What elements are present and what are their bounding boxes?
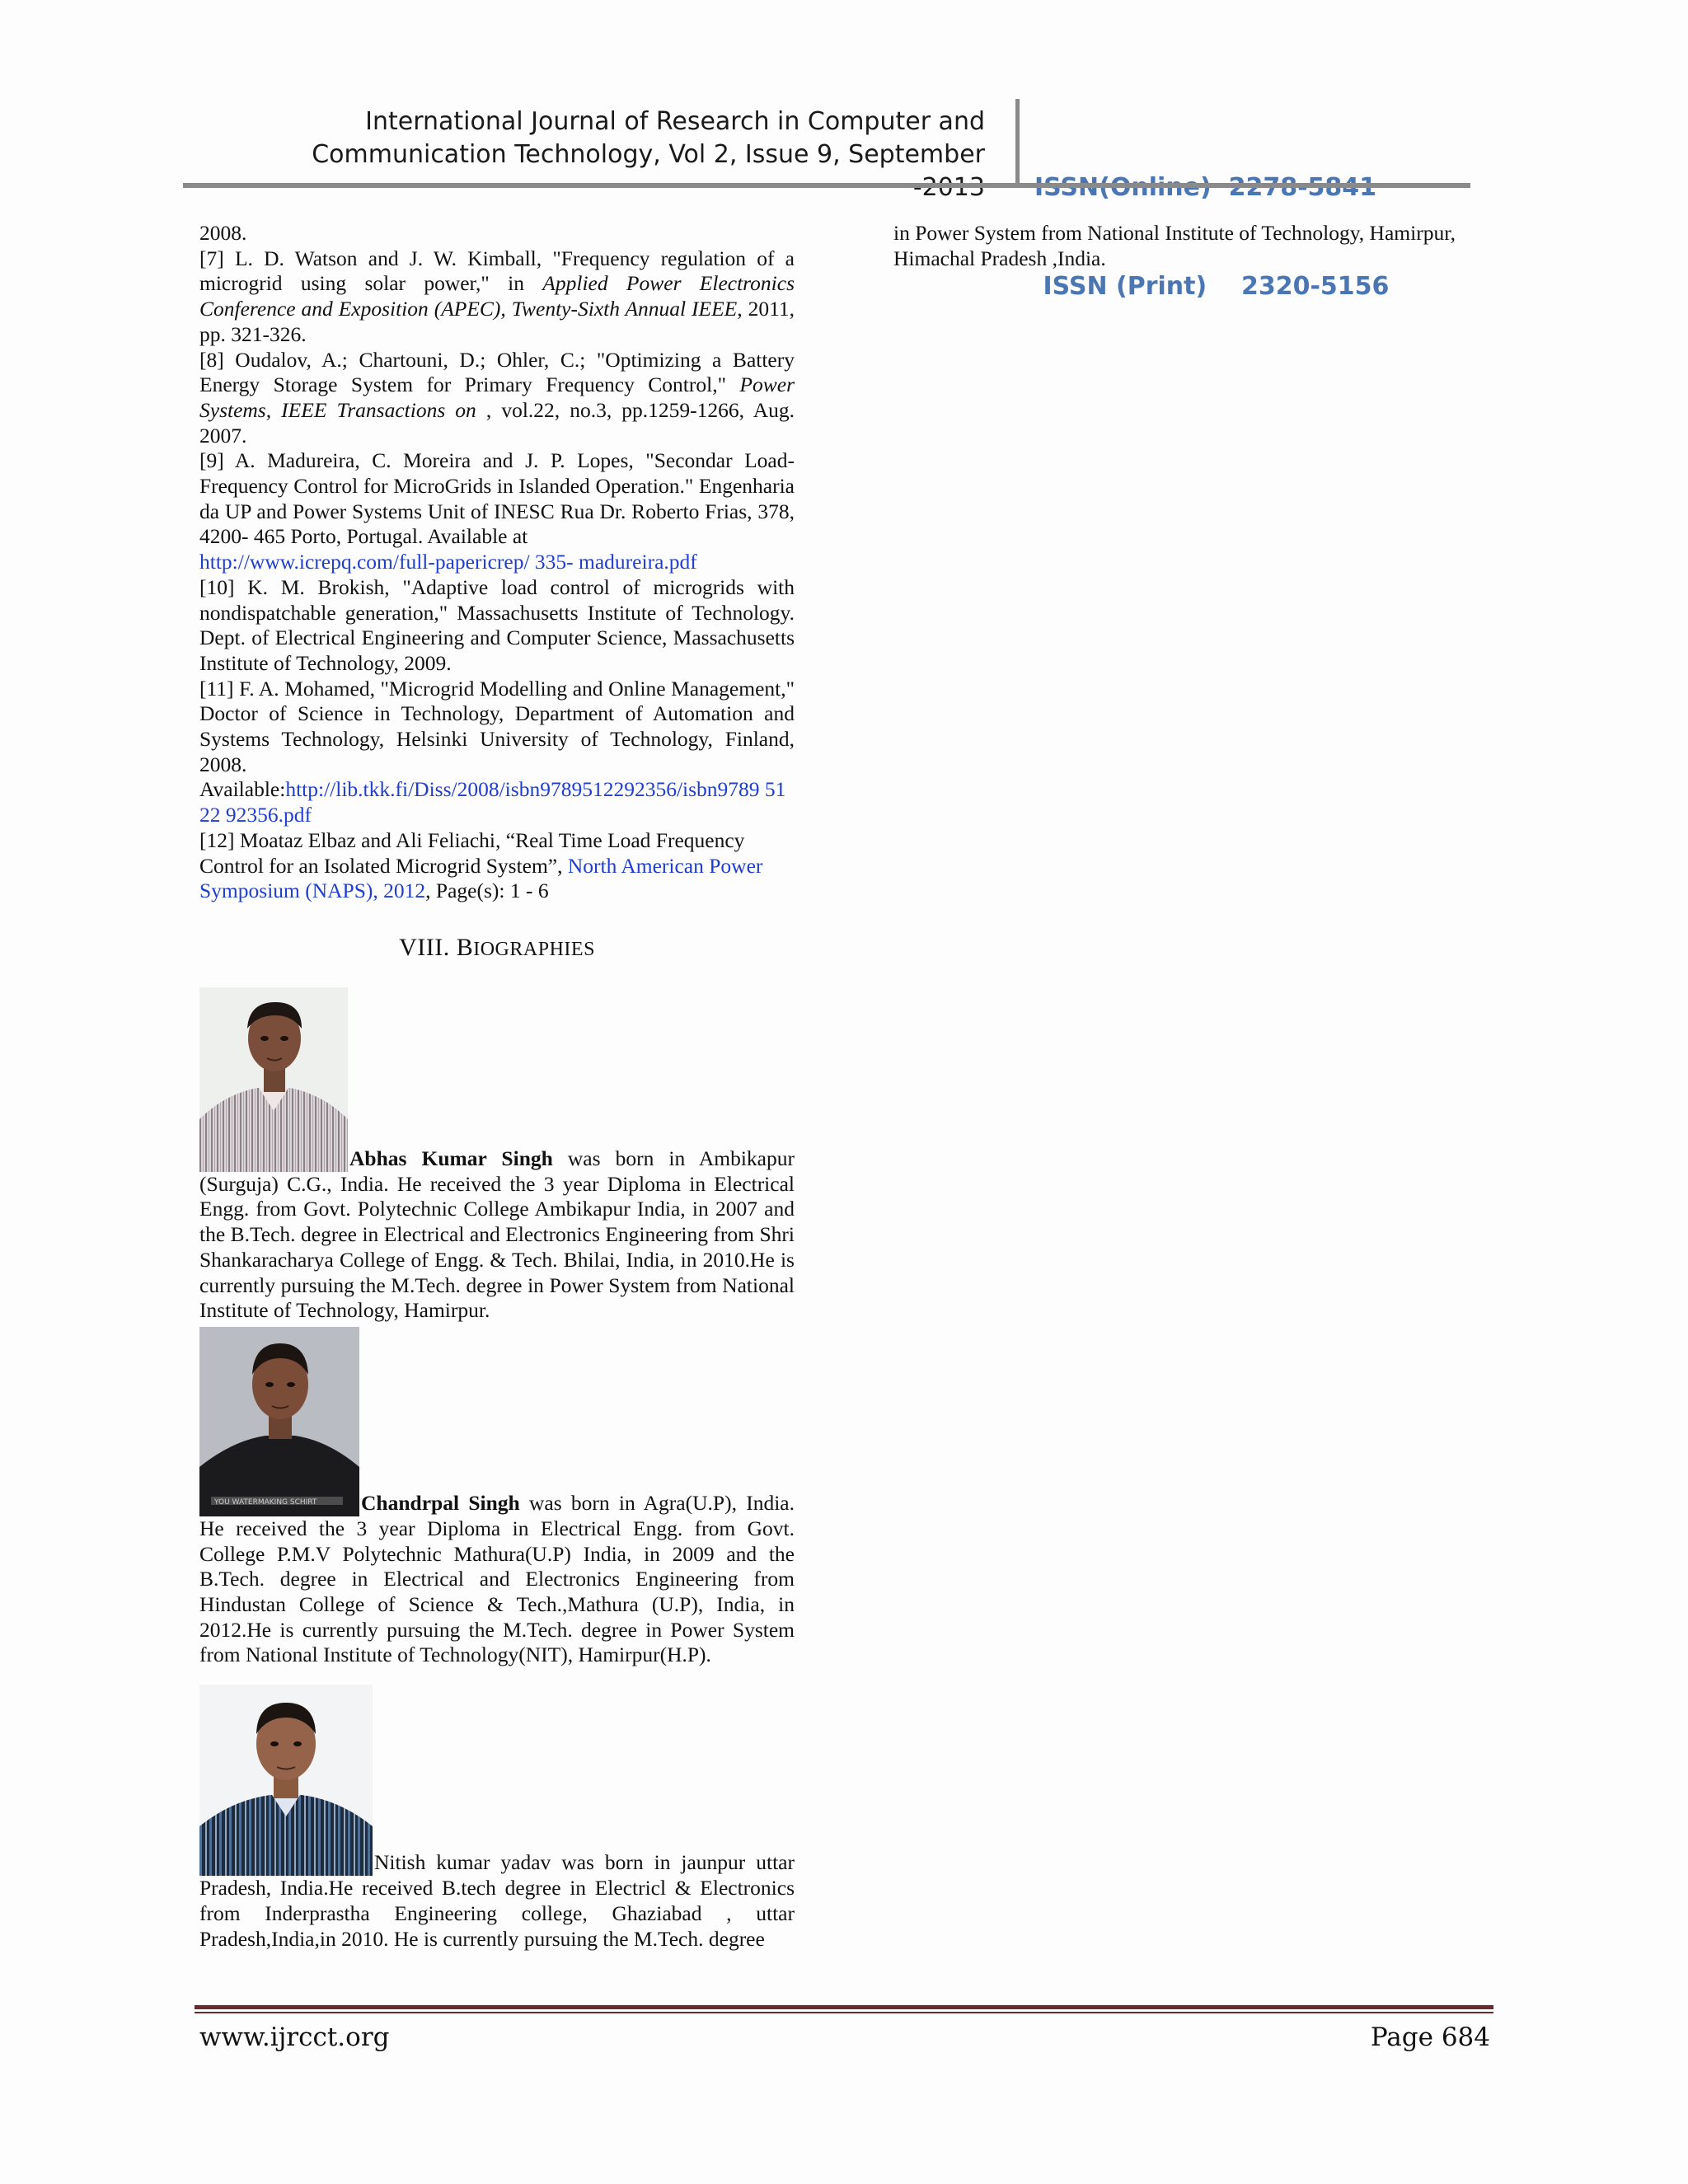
reference-12-link[interactable]: North American Power Symposium (NAPS), 2012 bbox=[199, 853, 763, 903]
reference-8 bbox=[199, 348, 795, 449]
reference-10: [10] K. M. Brokish, "Adaptive load control of microgrids with nondispatchable generation," Massachusetts Institute of Technology. Dept. of Electrical Engineering and Computer Science, Massachusetts Institute of Technology, 2009. bbox=[199, 574, 795, 675]
journal-title-line1: International Journal of Research in Computer and bbox=[365, 107, 985, 136]
reference-11: [11] F. A. Mohamed, "Microgrid Modelling and Online Management," Doctor of Science in Technology, Department of Automation and Systems Technology, Helsinki University of Technology, Finland, 2008. bbox=[199, 676, 795, 776]
biography-1-text bbox=[199, 1146, 795, 1324]
header-rule bbox=[183, 183, 1470, 188]
reference-11-available-label: Available: bbox=[199, 777, 286, 802]
reference-12-text: [12] Moataz Elbaz and Ali Feliachi, “Real Time Load Frequency Control for an Isolated Microgrid System”, bbox=[199, 827, 745, 878]
reference-8-text: [8] Oudalov, A.; Chartouni, D.; Ohler, C.; "Optimizing a Battery Energy Storage System for Primary Frequency Control," bbox=[199, 347, 795, 397]
reference-7-text: [7] L. D. Watson and J. W. Kimball, "Frequency regulation of a microgrid using solar power," in bbox=[199, 246, 795, 296]
biography-1-head bbox=[199, 987, 795, 1172]
author-1-bio: was born in Ambikapur (Surguja) C.G., India. He received the 3 year Diploma in Electrical Engg. from Govt. Polytechnic College Ambikapur India, in 2007 and the B.Tech. degree in Electrical and Electronics Engineering from Shri Shankaracharya College of Engg. & Tech. Bhilai, India, in 2010.He is currently pursuing the M.Tech. degree in Power System from National Institute of Technology, Hamirpur. bbox=[199, 1146, 795, 1323]
author-photo-3-image bbox=[199, 1685, 373, 1876]
reference-6-tail: 2008. bbox=[199, 221, 247, 245]
reference-9-link[interactable]: http://www.icrepq.com/full-papericrep/ 335- madureira.pdf bbox=[199, 550, 697, 574]
issn-online bbox=[1034, 171, 1389, 204]
section-number: VIII. B bbox=[399, 933, 474, 961]
biography-1 bbox=[199, 987, 795, 1324]
author-photo-3 bbox=[199, 1685, 373, 1876]
reference-11-available bbox=[199, 777, 795, 827]
footer-rule-thin bbox=[195, 2012, 1493, 2013]
author-photo-2 bbox=[199, 1327, 359, 1516]
reference-9 bbox=[199, 448, 795, 575]
section-heading bbox=[199, 935, 795, 963]
header-divider bbox=[1015, 99, 1020, 188]
biography-3 bbox=[199, 1685, 795, 1952]
reference-7-pages: , 2011, pp. 321-326. bbox=[199, 297, 795, 346]
reference-7 bbox=[199, 246, 795, 348]
footer-rule bbox=[195, 2005, 1493, 2009]
footer-website: www.ijrcct.org bbox=[199, 2022, 390, 2052]
reference-11-link[interactable]: http://lib.tkk.fi/Diss/2008/isbn9789512292356/isbn9789 5122 92356.pdf bbox=[199, 777, 786, 827]
right-column bbox=[893, 221, 1492, 271]
author-photo-2-image bbox=[199, 1327, 359, 1516]
reference-8-venue: Power Systems, IEEE Transactions on bbox=[199, 373, 795, 422]
journal-title-line2: Communication Technology, Vol 2, Issue 9, September bbox=[312, 140, 985, 169]
author-photo-1 bbox=[199, 987, 348, 1172]
author-2-name: Chandrpal Singh bbox=[361, 1491, 520, 1516]
journal-title bbox=[247, 105, 985, 204]
author-3-bio: Nitish kumar yadav was born in jaunpur uttar Pradesh, India.He received B.tech degree in Electricl & Electronics from Inderprastha Engineering college, Ghaziabad , uttar Pradesh,India,in 2010. He is currently pursuing the M.Tech. degree bbox=[199, 1850, 795, 1951]
footer-page-number: Page 684 bbox=[1370, 2022, 1490, 2052]
author-1-name: Abhas Kumar Singh bbox=[349, 1146, 553, 1170]
author-2-bio: was born in Agra(U.P), India. He received the 3 year Diploma in Electrical Engg. from Govt. College P.M.V Polytechnic Mathura(U.P) India, in 2009 and the B.Tech. degree in Electrical and Electronics Engineering from Hindustan College of Science & Tech.,Mathura (U.P), India, in 2012.He is currently pursuing the M.Tech. degree in Power System from National Institute of Technology(NIT), Hamirpur(H.P). bbox=[199, 1491, 795, 1667]
biography-2-text bbox=[199, 1491, 795, 1668]
biography-3-head bbox=[199, 1685, 795, 1876]
reference-12-pages: , Page(s): 1 - 6 bbox=[425, 879, 549, 903]
biography-2-head bbox=[199, 1327, 795, 1516]
reference-9-text: [9] A. Madureira, C. Moreira and J. P. Lopes, "Secondar Load-Frequency Control for MicroGrids in Islanded Operation." Engenharia da UP and Power Systems Unit of INESC Rua Dr. Roberto Frias, 378, 4200- 465 Porto, Portugal. Available at bbox=[199, 448, 795, 549]
biography-3-continuation: in Power System from National Institute of Technology, Hamirpur, Himachal Pradesh ,India. bbox=[893, 221, 1456, 270]
reference-12 bbox=[199, 828, 795, 904]
issn-print: ISSN (Print) 2320-5156 bbox=[1034, 272, 1390, 301]
author-photo-1-image bbox=[199, 987, 348, 1172]
reference-7-venue: Applied Power Electronics Conference and Exposition (APEC), Twenty-Sixth Annual IEEE bbox=[199, 271, 795, 321]
section-heading-rest: IOGRAPHIES bbox=[473, 938, 595, 960]
biography-2 bbox=[199, 1327, 795, 1668]
author-photo-2-shirt-print: YOU WATERMAKING SCHIRT bbox=[214, 1497, 317, 1507]
left-column bbox=[199, 221, 795, 1952]
reference-8-pages: , vol.22, no.3, pp.1259-1266, Aug. 2007. bbox=[199, 397, 795, 448]
